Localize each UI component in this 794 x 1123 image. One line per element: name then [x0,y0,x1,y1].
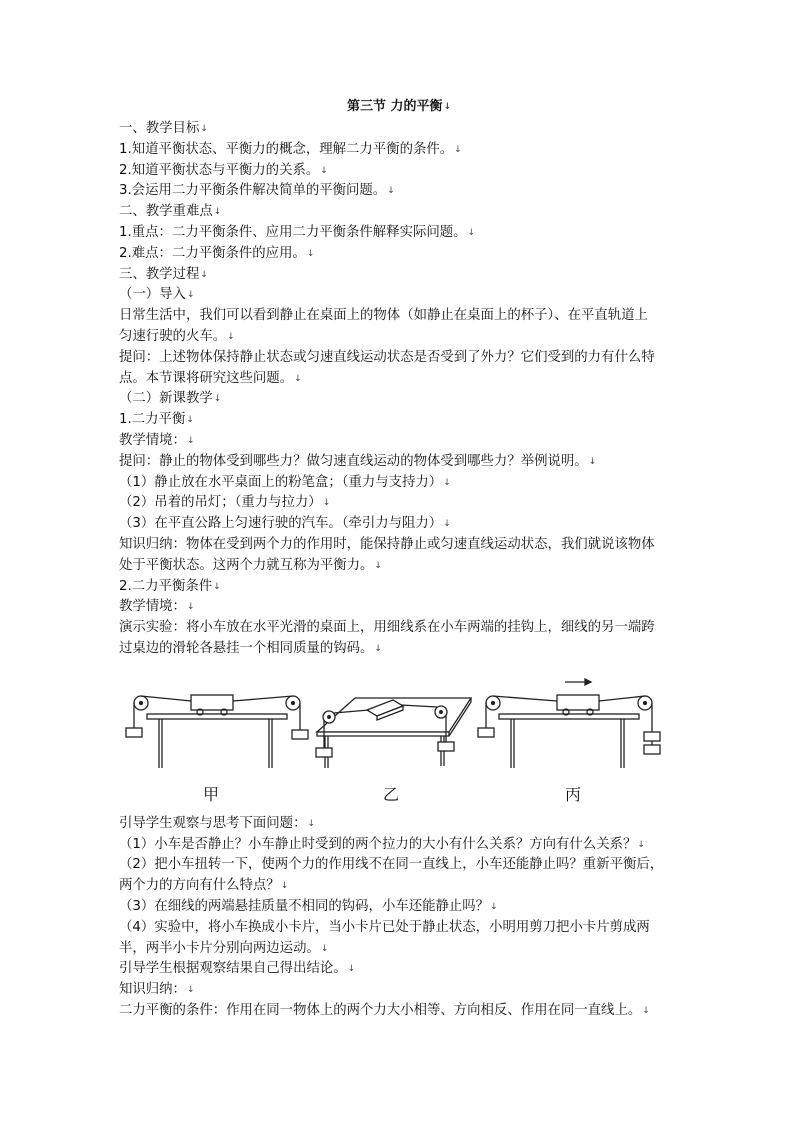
balance-condition: 二力平衡的条件：作用在同一物体上的两个力大小相等、方向相反、作用在同一直线上。 ↓ [119,1001,679,1022]
example-item: （1）静止放在水平桌面上的粉笔盒；（重力与支持力） ↓ [119,473,679,494]
objective-item: 3.会运用二力平衡条件解决简单的平衡问题。 ↓ [119,181,679,202]
demo-text: 演示实验：将小车放在水平光滑的桌面上，用细线系在小车两端的挂钩上，细线的另一端跨 [119,620,655,636]
experiment-figure [119,670,679,810]
section1-heading: 1.二力平衡 ↓ [119,410,679,431]
objective-item: 1.知道平衡状态、平衡力的概念，理解二力平衡的条件。 ↓ [119,140,679,161]
intro-heading: （一）导入 ↓ [119,285,679,306]
page-title: 第三节 力的平衡 ↓ [119,98,679,116]
summary-heading: 知识归纳： ↓ [119,980,679,1001]
caption-jia: 甲 [203,784,220,804]
keypoint-item: 2.难点：二力平衡条件的应用。 ↓ [119,244,679,265]
guide-question: （4）实验中，将小车换成小卡片，当小卡片已处于静止状态，小明用剪刀把小卡片剪成两 [119,919,650,935]
keypoints-heading: 二、教学重难点 ↓ [119,202,679,223]
guide-question: （2）把小车扭转一下，使两个力的作用线不在同一直线上，小车还能静止吗？重新平衡后， [119,857,664,873]
conclusion-lead: 引导学生根据观察结果自己得出结论。 ↓ [119,959,679,980]
section1-question: 提问：静止的物体受到哪些力？做匀速直线运动的物体受到哪些力？举例说明。 ↓ [119,452,679,473]
intro-question: 点。本节课将研究这些问题。 ↓ [119,369,679,390]
guide-heading: 引导学生观察与思考下面问题： ↓ [119,814,679,835]
process-heading: 三、教学过程 ↓ [119,265,679,286]
intro-text: 日常生活中，我们可以看到静止在桌面上的物体（如静止在桌面上的杯子）、在平直轨道上 [119,308,648,324]
objective-item: 2.知道平衡状态与平衡力的关系。 ↓ [119,161,679,182]
section1-situation: 教学情境： ↓ [119,431,679,452]
caption-yi: 乙 [383,784,400,804]
new-lesson-heading: （二）新课教学 ↓ [119,389,679,410]
document-page [119,98,679,1022]
section2-heading: 2.二力平衡条件 ↓ [119,577,679,598]
keypoint-item: 1.重点：二力平衡条件、应用二力平衡条件解释实际问题。 ↓ [119,223,679,244]
section2-situation: 教学情境： ↓ [119,597,679,618]
setup-jia [126,695,308,768]
example-item: （3）在平直公路上匀速行驶的汽车。（牵引力与阻力） ↓ [119,514,679,535]
demo-text: 过桌边的滑轮各悬挂一个相同质量的钩码。 ↓ [119,639,679,660]
guide-question: （3）在细线的两端悬挂质量不相同的钩码，小车还能静止吗？ ↓ [119,897,679,918]
caption-bing: 丙 [565,784,582,804]
example-item: （2）吊着的吊灯；（重力与拉力） ↓ [119,493,679,514]
guide-question: 两个力的方向有什么特点？ ↓ [119,876,679,897]
guide-question: 半，两半小卡片分别向两边运动。 ↓ [119,939,679,960]
intro-question: 提问：上述物体保持静止状态或匀速直线运动状态是否受到了外力？它们受到的力有什么特 [119,349,655,365]
guide-question: （1）小车是否静止？小车静止时受到的两个拉力的大小有什么关系？方向有什么关系？ ↓ [119,835,679,856]
section1-summary: 处于平衡状态。这两个力就互称为平衡力。 ↓ [119,556,679,577]
objectives-heading: 一、教学目标 ↓ [119,119,679,140]
section1-summary: 知识归纳：物体在受到两个力的作用时，能保持静止或匀速直线运动状态，我们就说该物体 [119,536,655,552]
setup-bing [478,679,660,768]
intro-text: 匀速行驶的火车。 ↓ [119,327,679,348]
setup-yi [316,698,471,768]
